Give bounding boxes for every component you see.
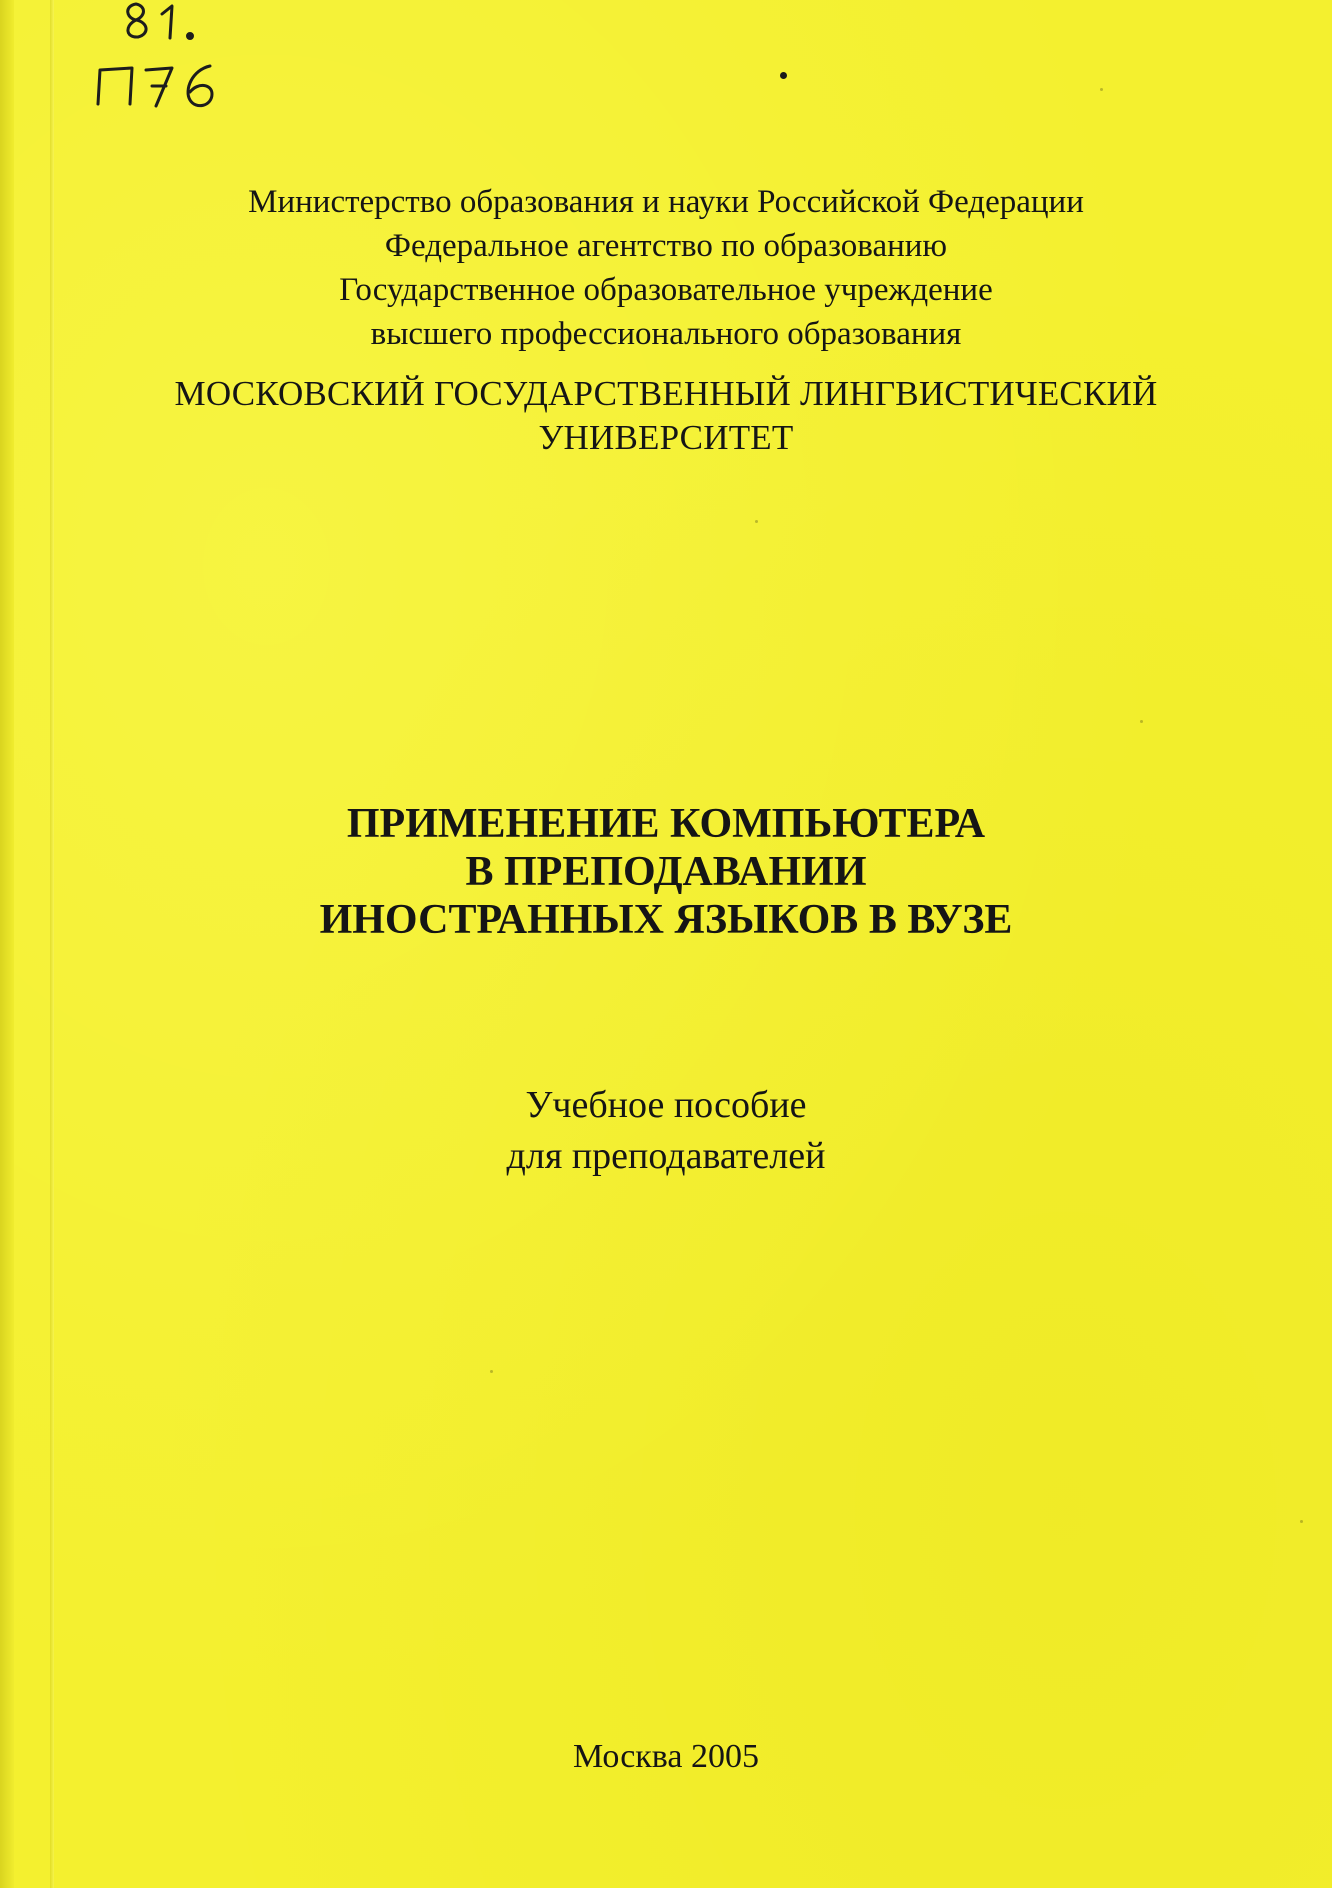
paper-speck [490, 1370, 493, 1373]
book-title [0, 800, 1332, 944]
agency-line: Федеральное агентство по образованию [384, 228, 948, 264]
institution-type-line: Государственное образовательное учреждение [339, 272, 993, 308]
book-subtitle [0, 1080, 1332, 1182]
paper-speck [1140, 720, 1143, 723]
university-name-line-1: МОСКОВСКИЙ ГОСУДАРСТВЕННЫЙ ЛИНГВИСТИЧЕСКИЙ [174, 374, 1158, 413]
university-name-line-2: УНИВЕРСИТЕТ [538, 418, 794, 457]
title-line-2: В ПРЕПОДАВАНИИ [465, 849, 867, 895]
title-line-1: ПРИМЕНЕНИЕ КОМПЬЮТЕРА [346, 801, 986, 847]
title-line-3: ИНОСТРАННЫХ ЯЗЫКОВ В ВУЗЕ [319, 897, 1013, 943]
ministry-line: Министерство образования и науки Российской Федерации [248, 184, 1084, 220]
paper-speck [755, 520, 758, 523]
publisher-header [0, 180, 1332, 460]
paper-speck [1300, 1520, 1303, 1523]
paper-speck [1100, 88, 1103, 91]
place-and-year: Москва 2005 [572, 1738, 760, 1775]
subtitle-line-1: Учебное пособие [525, 1084, 807, 1126]
subtitle-line-2: для преподавателей [506, 1135, 826, 1177]
education-level-line: высшего профессионального образования [370, 316, 962, 352]
handwritten-shelf-mark [80, 0, 260, 120]
ink-dot [780, 72, 787, 79]
